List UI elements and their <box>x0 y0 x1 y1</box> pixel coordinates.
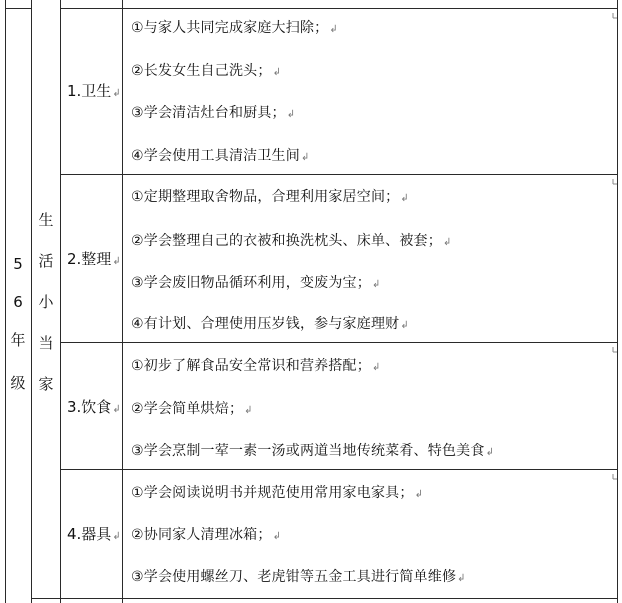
grade-char: 5 <box>13 255 23 273</box>
grade-column-divider <box>31 0 32 603</box>
list-item: ①学会阅读说明书并规范使用常用家电家具；↲ <box>131 485 424 501</box>
grade-char: 年 <box>10 331 26 349</box>
list-item: ③学会废旧物品循环利用，变废为宝；↲ <box>131 275 381 291</box>
row-divider-3 <box>60 469 618 470</box>
list-item: ③学会烹制一荤一素一汤或两道当地传统菜肴、特色美食↲ <box>131 443 495 459</box>
list-item: ④有计划、合理使用压岁钱，参与家庭理财↲ <box>131 316 409 332</box>
cell-end-marker-icon <box>612 12 618 19</box>
topic-column-divider <box>60 0 61 603</box>
grade-char: 级 <box>10 374 26 392</box>
list-item: ②学会简单烘焙；↲ <box>131 401 253 417</box>
cell-end-marker-icon <box>612 346 618 353</box>
category-label: 1.卫生↲ <box>67 82 121 100</box>
cell-end-marker-icon <box>612 473 618 480</box>
cell-end-marker-icon <box>612 178 618 185</box>
list-item: ②长发女生自己洗头；↲ <box>131 63 282 79</box>
list-item: ①初步了解食品安全常识和营养搭配；↲ <box>131 358 381 374</box>
category-label: 4.器具↲ <box>67 525 121 543</box>
topic-char: 当 <box>38 334 54 352</box>
list-item: ①与家人共同完成家庭大扫除；↲ <box>131 20 338 36</box>
list-item: ②协同家人清理冰箱；↲ <box>131 527 282 543</box>
category-column-divider <box>122 0 123 603</box>
list-item: ②学会整理自己的衣被和换洗枕头、床单、被套；↲ <box>131 233 452 249</box>
right-border <box>617 0 618 603</box>
row-divider-top <box>60 8 618 9</box>
grade-char: 6 <box>13 293 23 311</box>
category-label: 3.饮食↲ <box>67 398 121 416</box>
topic-char: 活 <box>38 252 54 270</box>
list-item: ①定期整理取舍物品，合理利用家居空间；↲ <box>131 189 409 205</box>
list-item: ③学会使用螺丝刀、老虎钳等五金工具进行简单维修↲ <box>131 569 466 585</box>
topic-char: 生 <box>38 211 54 229</box>
left-border <box>5 0 6 603</box>
grade-top-line <box>5 8 32 9</box>
list-item: ④学会使用工具清洁卫生间↲ <box>131 148 310 164</box>
row-divider-1 <box>60 174 618 175</box>
topic-char: 家 <box>38 375 54 393</box>
list-item: ③学会清洁灶台和厨具；↲ <box>131 105 296 121</box>
row-divider-2 <box>60 342 618 343</box>
topic-char: 小 <box>38 293 54 311</box>
row-divider-bottom <box>31 598 618 599</box>
category-label: 2.整理↲ <box>67 250 121 268</box>
